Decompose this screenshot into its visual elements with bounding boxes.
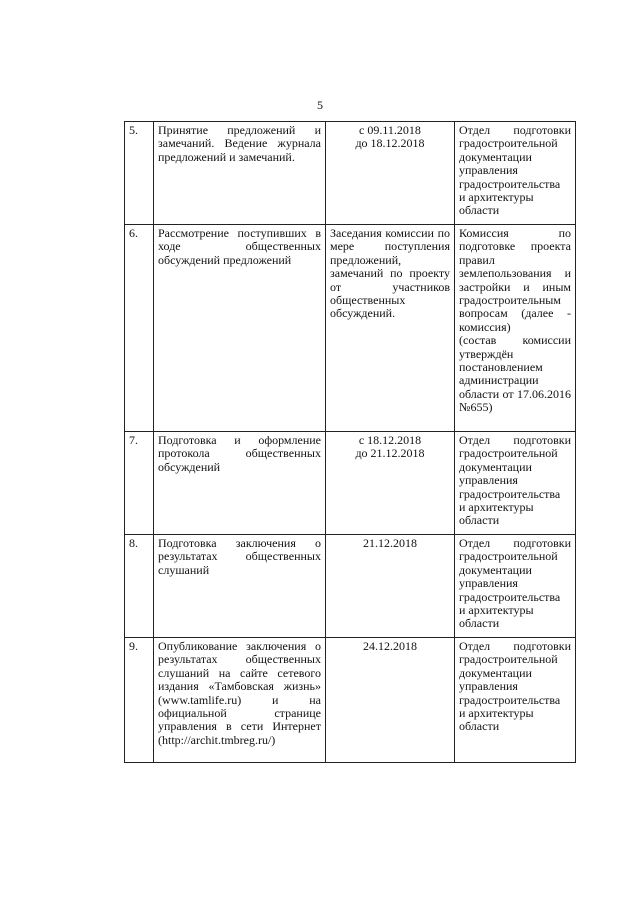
page-number: 5 xyxy=(317,98,323,112)
dates-cell xyxy=(326,432,455,535)
row-number: 8. xyxy=(125,535,154,638)
date-to: до 21.12.2018 xyxy=(355,446,425,461)
responsible-text: Отдел подготовки градостроительной документации управления градостроительства xyxy=(459,536,571,604)
action-cell: Подготовка заключения о результатах общественных слушаний xyxy=(154,535,326,638)
row-number: 7. xyxy=(125,432,154,535)
dates-cell xyxy=(326,122,455,225)
table-row xyxy=(125,225,576,432)
table-row xyxy=(125,432,576,535)
dates-cell xyxy=(326,638,455,763)
responsible-text: Отдел подготовки градостроительной документации управления градостроительства xyxy=(459,123,571,191)
responsible-text: Отдел подготовки градостроительной документации управления градостроительства xyxy=(459,639,571,707)
responsible-text: и архитектуры xyxy=(459,190,534,205)
responsible-text: и архитектуры xyxy=(459,500,534,515)
responsible-text: Комиссия по подготовке проекта правил землепользования и застройки и иным градостроительным вопросам (далее - комиссия) xyxy=(459,226,571,334)
responsible-cell xyxy=(455,225,576,432)
row-number: 5. xyxy=(125,122,154,225)
table-row xyxy=(125,122,576,225)
responsible-text: и архитектуры xyxy=(459,706,534,721)
action-cell: Подготовка и оформление протокола общественных обсуждений xyxy=(154,432,326,535)
table-row xyxy=(125,535,576,638)
responsible-text: и архитектуры xyxy=(459,603,534,618)
date-value: 24.12.2018 xyxy=(363,639,417,653)
schedule-table xyxy=(124,121,576,763)
responsible-cell xyxy=(455,535,576,638)
date-value: 21.12.2018 xyxy=(363,536,417,550)
date-from: с 18.12.2018 xyxy=(358,433,422,447)
responsible-cell xyxy=(455,638,576,763)
responsible-text: области xyxy=(459,513,500,528)
responsible-text: области xyxy=(459,616,500,631)
dates-cell: Заседания комиссии по мере поступления предложений, замечаний по проекту от участников общественных обсуждений. xyxy=(326,225,455,432)
responsible-cell xyxy=(455,432,576,535)
date-to: до 18.12.2018 xyxy=(355,136,425,151)
responsible-text: области xyxy=(459,203,500,218)
responsible-cell xyxy=(455,122,576,225)
date-from: с 09.11.2018 xyxy=(359,123,421,137)
action-cell: Рассмотрение поступивших в ходе общественных обсуждений предложений xyxy=(154,225,326,432)
row-number: 6. xyxy=(125,225,154,432)
dates-cell xyxy=(326,535,455,638)
row-number: 9. xyxy=(125,638,154,763)
responsible-text: (состав комиссии утверждён постановлением администрации области от 17.06.2016 №655) xyxy=(459,333,571,415)
table-row xyxy=(125,638,576,763)
responsible-text: области xyxy=(459,719,500,734)
action-cell: Опубликование заключения о результатах общественных слушаний на сайте сетевого издания «Тамбовская жизнь» (www.tamlife.ru) и на официальной странице управления в сети Интернет (http://archit.tmbreg.ru/) xyxy=(154,638,326,763)
action-cell: Принятие предложений и замечаний. Ведение журнала предложений и замечаний. xyxy=(154,122,326,225)
responsible-text: Отдел подготовки градостроительной документации управления градостроительства xyxy=(459,433,571,501)
